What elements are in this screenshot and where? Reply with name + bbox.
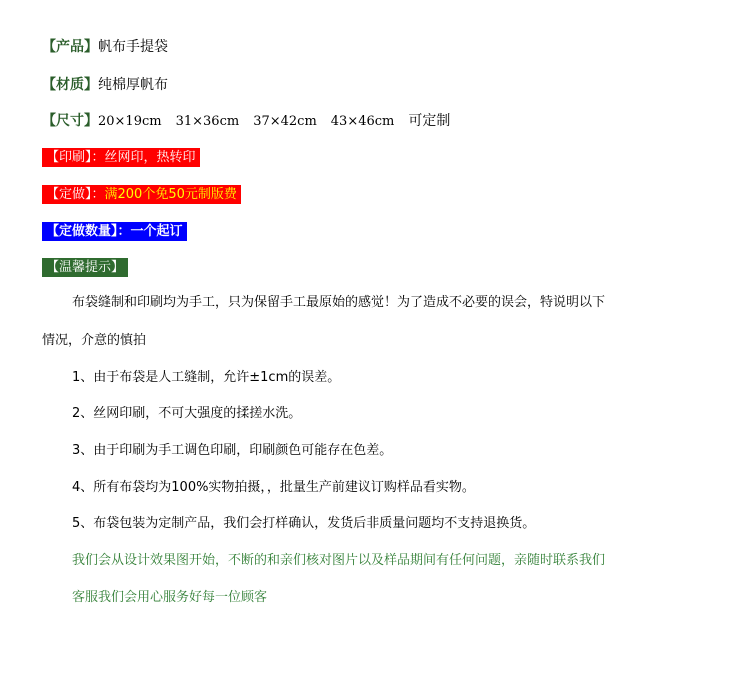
custom-quantity-label: 【定做数量】：	[46, 224, 131, 239]
closing-line-2: 客服我们会用心服务好每一位顾客	[72, 590, 268, 605]
printing-label: 【印刷】：	[46, 150, 105, 165]
custom-order-tag	[42, 185, 241, 204]
material-row	[42, 78, 168, 92]
tips-tag: 【温馨提示】	[42, 258, 128, 277]
tips-item-4: 4、所有布袋均为100%实物拍摄，，批量生产前建议订购样品看实物。	[72, 480, 475, 495]
printing-tag	[42, 148, 200, 167]
custom-quantity-value: 一个起订	[130, 224, 183, 239]
custom-quantity-row	[42, 222, 187, 241]
custom-order-label: 【定做】：	[46, 187, 105, 202]
custom-order-row	[42, 185, 241, 204]
tips-intro-line-2: 情况，介意的慎拍	[42, 333, 147, 348]
tips-item-2: 2、丝网印刷，不可大强度的揉搓水洗。	[72, 406, 302, 421]
tips-intro-line-1: 布袋缝制和印刷均为手工，只为保留手工最原始的感觉！为了造成不必要的误会，特说明以下	[72, 295, 606, 310]
custom-order-value: 满200个免50元制版费	[104, 187, 237, 202]
material-label: 【材质】	[42, 77, 98, 93]
size-value-4: 43×46cm	[330, 114, 395, 129]
size-custom: 可定制	[408, 113, 451, 129]
tips-item-1: 1、由于布袋是人工缝制，允许±1cm的误差。	[72, 370, 341, 385]
size-row	[42, 114, 450, 128]
material-value: 纯棉厚帆布	[98, 77, 168, 93]
tips-row	[42, 258, 128, 277]
printing-row	[42, 148, 200, 167]
size-label: 【尺寸】	[42, 113, 98, 129]
size-value-3: 37×42cm	[253, 114, 317, 129]
custom-quantity-tag	[42, 222, 187, 241]
printing-value: 丝网印，热转印	[104, 150, 196, 165]
tips-item-5: 5、布袋包装为定制产品，我们会打样确认，发货后非质量问题均不支持退换货。	[72, 516, 536, 531]
tips-item-3: 3、由于印刷为手工调色印刷，印刷颜色可能存在色差。	[72, 443, 393, 458]
closing-line-1: 我们会从设计效果图开始，不断的和亲们核对图片以及样品期间有任何问题，亲随时联系我们	[72, 553, 606, 568]
size-value-2: 31×36cm	[175, 114, 240, 129]
product-value: 帆布手提袋	[98, 39, 168, 55]
size-value-1: 20×19cm	[98, 114, 162, 129]
product-row	[42, 40, 168, 54]
product-label: 【产品】	[42, 39, 98, 55]
